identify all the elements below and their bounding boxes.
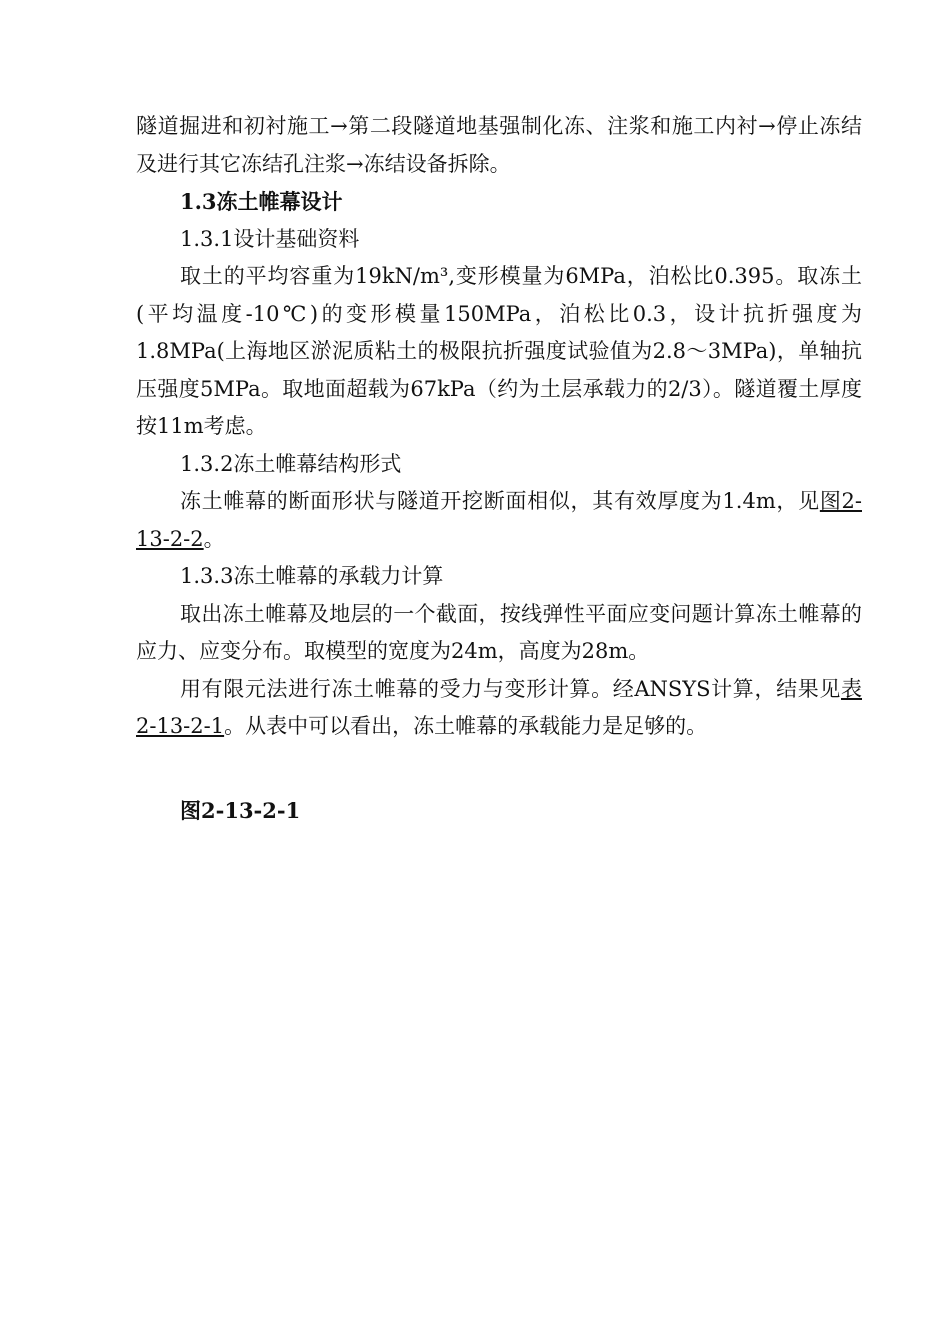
table-reference-link[interactable]: 表2-13-2-1 (136, 676, 862, 738)
subsection-heading-1-3-1: 1.3.1设计基础资料 (180, 226, 360, 251)
paragraph-design-data: 取土的平均容重为19kN/m³,变形模量为6MPa，泊松比0.395。取冻土(平均温度-10℃)的变形模量150MPa，泊松比0.3，设计抗折强度为1.8MPa(上海地区淤泥质粘土的极限抗折强度试验值为2.8～3MPa)，单轴抗压强度5MPa。取地面超载为67kPa（约为土层承载力的2/3）。隧道覆土厚度按11m考虑。 (136, 264, 862, 438)
paragraph-structure-form (136, 483, 862, 558)
paragraph-fem-calculation (136, 671, 862, 746)
subsection-heading-1-3-3: 1.3.3冻土帷幕的承载力计算 (180, 564, 444, 588)
paragraph-structure-form-end: 。 (203, 526, 225, 551)
section-heading-1-3: 1.3冻土帷幕设计 (180, 189, 343, 214)
paragraph-fem-end: 。从表中可以看出，冻土帷幕的承载能力是足够的。 (224, 714, 708, 738)
paragraph-section-model: 取出冻土帷幕及地层的一个截面，按线弹性平面应变问题计算冻土帷幕的应力、应变分布。取模型的宽度为24m，高度为28m。 (136, 601, 862, 663)
paragraph-structure-form-text: 冻土帷幕的断面形状与隧道开挖断面相似，其有效厚度为1.4m，见 (180, 489, 820, 513)
subsection-heading-1-3-2: 1.3.2冻土帷幕结构形式 (180, 451, 402, 476)
figure-title: 图2-13-2-1 (180, 797, 301, 823)
paragraph-construction-steps: 隧道掘进和初衬施工→第二段隧道地基强制化冻、注浆和施工内衬→停止冻结及进行其它冻结孔注浆→冻结设备拆除。 (136, 114, 862, 176)
document-page (136, 108, 862, 829)
figure-reference-link[interactable]: 图2-13-2-2 (136, 489, 862, 551)
paragraph-fem-text: 用有限元法进行冻土帷幕的受力与变形计算。经ANSYS计算，结果见 (180, 676, 841, 701)
